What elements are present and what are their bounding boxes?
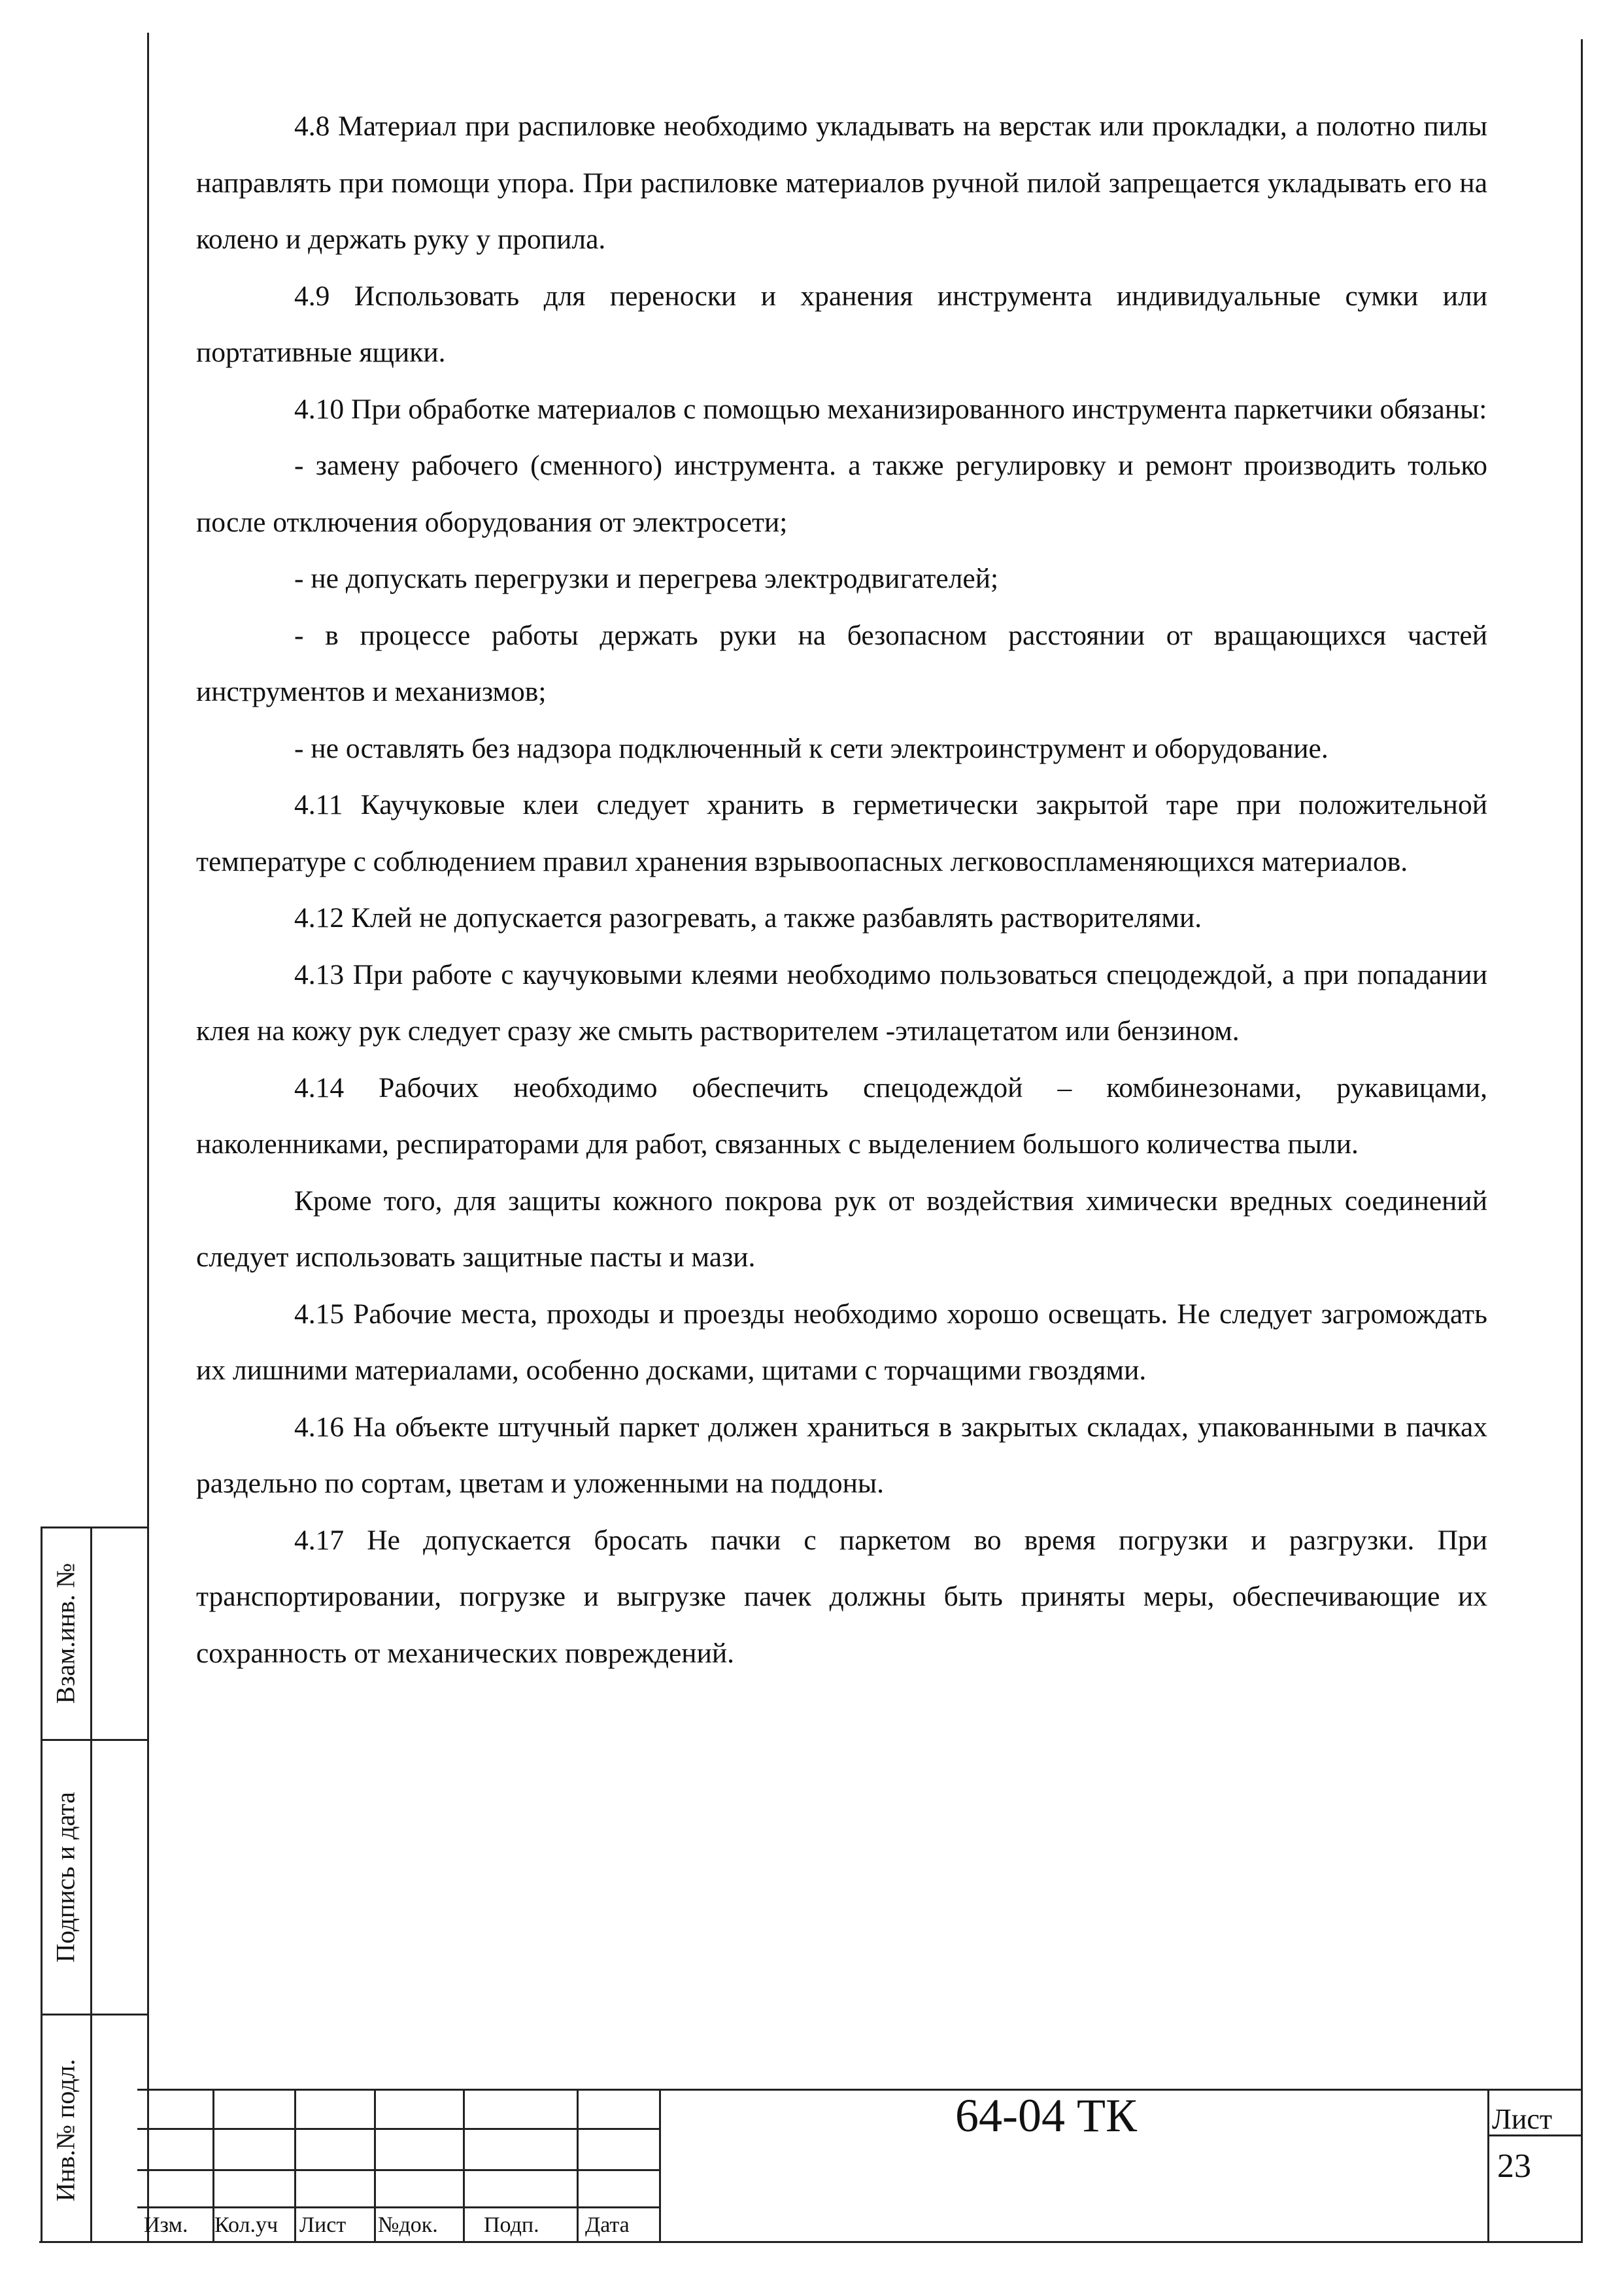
- side-stamp-top-line: [41, 1527, 148, 1528]
- paragraph: 4.13 При работе с каучуковыми клеями необходимо пользоваться спецодеждой, а при попадании клея на кожу рук следует сразу же смыть растворителем -этилацетатом или бензином.: [196, 958, 1487, 1047]
- tb-col-line-3: [374, 2089, 376, 2242]
- paragraph: 4.11 Каучуковые клеи следует хранить в герметически закрытой таре при положительной температуре с соблюдением правил хранения взрывоопасных легковоспламеняющихся материалов.: [196, 789, 1487, 877]
- paragraph: 4.12 Клей не допускается разогревать, а также разбавлять растворителями.: [294, 902, 1202, 934]
- side-stamp-left-line: [41, 1527, 42, 2242]
- col-izm: Изм.: [144, 2213, 188, 2237]
- side-stamp-row2-line: [41, 2014, 148, 2016]
- side-stamp-divider-line: [90, 1527, 92, 2242]
- side-stamp-row1-line: [41, 1739, 148, 1741]
- paragraph: 4.16 На объекте штучный паркет должен храниться в закрытых складах, упакованными в пачках раздельно по сортам, цветам и уложенными на поддоны.: [196, 1411, 1487, 1499]
- vzam-inv-label: Взам.инв. №: [50, 1562, 80, 1704]
- title-block-row-line-3: [137, 2206, 660, 2208]
- col-list: Лист: [299, 2213, 347, 2237]
- tb-col-line-6: [659, 2089, 661, 2242]
- tb-col-line-5: [577, 2089, 579, 2242]
- body-text: [196, 98, 1487, 1681]
- document-code: 64-04 ТК: [955, 2089, 1137, 2142]
- paragraph: - не допускать перегрузки и перегрева электродвигателей;: [294, 563, 999, 594]
- tb-col-line-4: [463, 2089, 465, 2242]
- paragraph: 4.15 Рабочие места, проходы и проезды необходимо хорошо освещать. Не следует загромождать их лишними материалами, особенно досками, щитами с торчащими гвоздями.: [196, 1298, 1487, 1386]
- inv-podl-label: Инв.№ подл.: [50, 2059, 80, 2202]
- col-kol-uch: Кол.уч: [214, 2213, 279, 2237]
- paragraph: 4.14 Рабочих необходимо обеспечить спецодеждой – комбинезонами, рукавицами, наколенниками, респираторами для работ, связанных с выделением большого количества пыли.: [196, 1071, 1487, 1160]
- paragraph: 4.8 Материал при распиловке необходимо укладывать на верстак или прокладки, а полотно пилы направлять при помощи упора. При распиловке материалов ручной пилой запрещается укладывать его на колено и держать руку у пропила.: [196, 110, 1487, 255]
- podpis-data-label: Подпись и дата: [50, 1791, 80, 1963]
- sheet-number: 23: [1497, 2148, 1531, 2185]
- paragraph: Кроме того, для защиты кожного покрова рук от воздействия химически вредных соединений следует использовать защитные пасты и мази.: [196, 1185, 1487, 1273]
- col-ndok: №док.: [378, 2213, 438, 2237]
- frame-right-line: [1581, 39, 1583, 2242]
- paragraph: 4.17 Не допускается бросать пачки с паркетом во время погрузки и разгрузки. При транспортировании, погрузке и выгрузке пачек должны быть приняты меры, обеспечивающие их сохранность от механических повреждений.: [196, 1524, 1487, 1669]
- title-block-top-line: [137, 2089, 1583, 2091]
- sheet-label: Лист: [1492, 2103, 1553, 2135]
- tb-sheet-line: [1487, 2089, 1489, 2242]
- col-podp: Подп.: [484, 2213, 539, 2237]
- paragraph: 4.9 Использовать для переноски и хранения инструмента индивидуальные сумки или портативные ящики.: [196, 280, 1487, 368]
- paragraph: - не оставлять без надзора подключенный к сети электроинструмент и оборудование.: [294, 732, 1328, 764]
- title-block-row-line-1: [137, 2128, 660, 2130]
- title-block-row-line-2: [137, 2169, 660, 2171]
- tb-col-line-2: [294, 2089, 296, 2242]
- frame-left-line: [147, 33, 149, 2242]
- paragraph: - замену рабочего (сменного) инструмента. а также регулировку и ремонт производить только после отключения оборудования от электросети;: [196, 450, 1487, 538]
- paragraph: - в процессе работы держать руки на безопасном расстоянии от вращающихся частей инструментов и механизмов;: [196, 619, 1487, 707]
- paragraph: 4.10 При обработке материалов с помощью механизированного инструмента паркетчики обязаны:: [294, 393, 1487, 425]
- frame-bottom-line: [39, 2241, 1583, 2243]
- col-data: Дата: [585, 2213, 630, 2237]
